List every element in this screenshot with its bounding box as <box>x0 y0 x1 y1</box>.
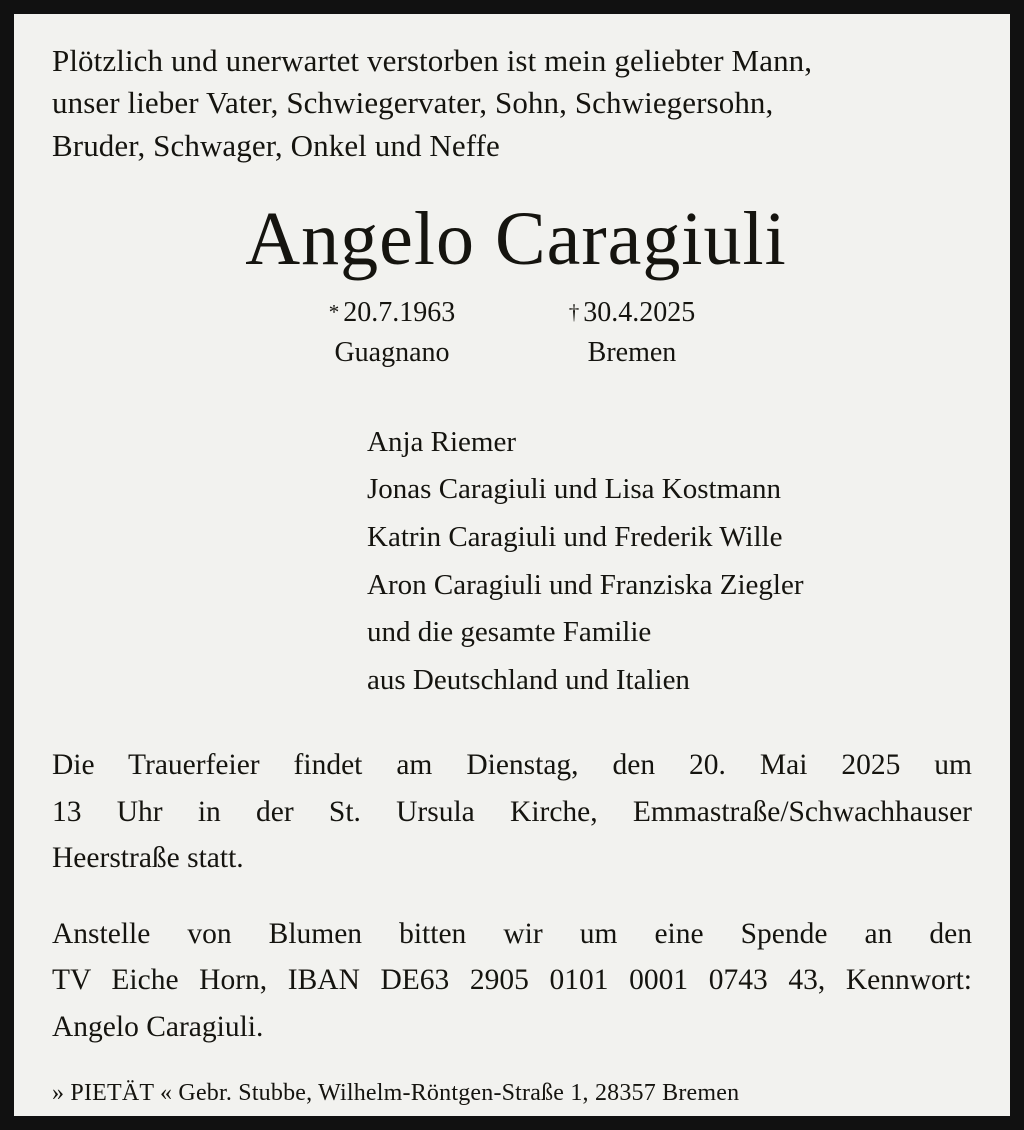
intro-line-1: Plötzlich und unerwartet verstorben ist mein geliebter Mann, <box>52 43 813 78</box>
death-info <box>547 293 717 373</box>
donation-line-3: Angelo Caragiuli. <box>52 1010 264 1043</box>
dates-row <box>52 293 972 373</box>
death-date: 30.4.2025 <box>583 297 696 329</box>
donation-line-2: TV Eiche Horn, IBAN DE63 2905 0101 0001 0743 43, Kennwort: <box>52 964 972 997</box>
service-line-1: Die Trauerfeier findet am Dienstag, den 20. Mai 2025 um <box>52 749 972 782</box>
deceased-name: Angelo Caragiuli <box>245 197 787 282</box>
intro-text <box>52 40 972 167</box>
birth-date: 20.7.1963 <box>343 297 456 329</box>
service-line-2: 13 Uhr in der St. Ursula Kirche, Emmastraße/Schwachhauser <box>52 795 972 828</box>
service-paragraph <box>52 742 972 881</box>
birth-info <box>307 293 477 373</box>
death-cross-icon: † <box>568 300 580 325</box>
donation-paragraph <box>52 911 972 1050</box>
intro-line-3: Bruder, Schwager, Onkel und Neffe <box>52 127 500 163</box>
undertaker-line: » PIETÄT « Gebr. Stubbe, Wilhelm-Röntgen-Straße 1, 28357 Bremen <box>52 1080 740 1107</box>
obituary-card <box>14 14 1010 1116</box>
donation-line-1: Anstelle von Blumen bitten wir um eine Spende an den <box>52 918 972 951</box>
list-item: Jonas Caragiuli und Lisa Kostmann <box>367 473 782 506</box>
name-block <box>52 197 972 373</box>
intro-line-2: unser lieber Vater, Schwiegervater, Sohn, Schwiegersohn, <box>52 85 774 121</box>
list-item: aus Deutschland und Italien <box>367 663 690 696</box>
birth-place: Guagnano <box>334 337 450 369</box>
service-line-3: Heerstraße statt. <box>52 841 244 874</box>
list-item: Anja Riemer <box>367 425 516 458</box>
list-item: und die gesamte Familie <box>367 616 652 649</box>
birth-star-icon: * <box>328 300 340 325</box>
list-item: Katrin Caragiuli und Frederik Wille <box>367 521 783 553</box>
mourners-list <box>367 419 972 704</box>
death-place: Bremen <box>587 337 677 369</box>
list-item: Aron Caragiuli und Franziska Ziegler <box>367 568 804 601</box>
